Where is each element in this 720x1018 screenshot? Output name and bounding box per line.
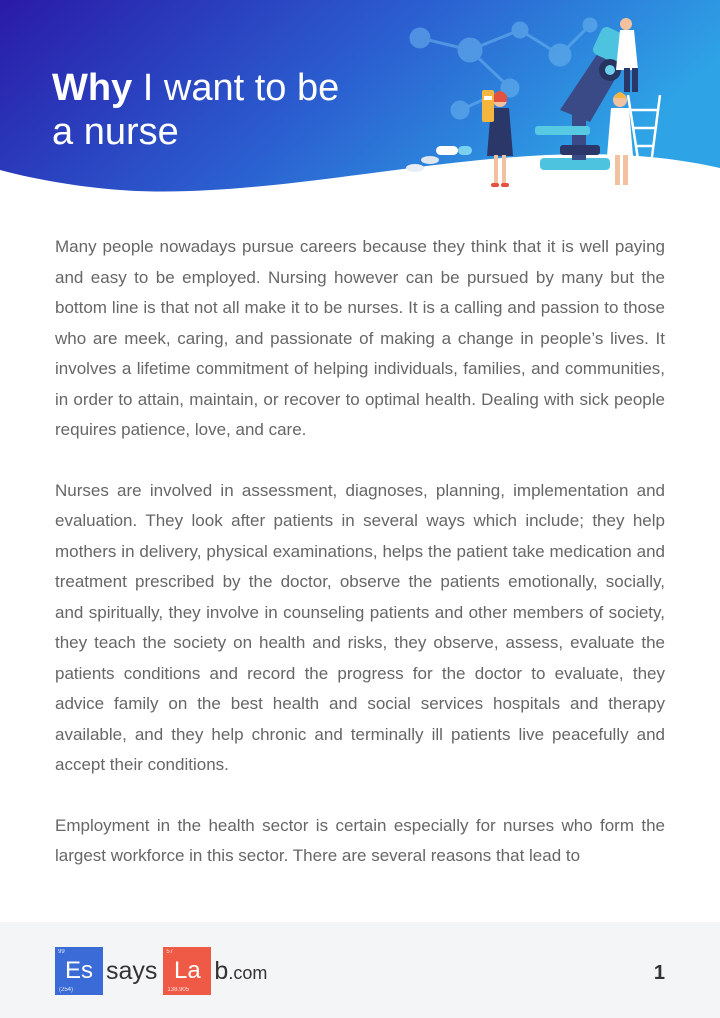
title-rest: I want to be [132, 67, 340, 109]
scientist-top-icon [616, 18, 638, 92]
paragraph-3: Employment in the health sector is certain especially for nurses who form the largest workforce in this sector. There are several reasons that lead to [55, 815, 665, 865]
logo-la-tile [163, 947, 211, 995]
logo-la-mass: 138.905 [167, 987, 190, 993]
logo-says-text: says [106, 956, 158, 985]
logo-la-number: 57 [166, 949, 174, 955]
essay-body [55, 232, 665, 902]
paragraph-2: Nurses are involved in assessment, diagnoses, planning, implementation and evaluation. They look after patients in several ways which include; they help mothers in delivery, physical examinations, helps the patient take medication and treatment prescribed by the doctor, observe the patients emotionally, socially, and spiritually, they involve in counseling patients and other members of society, they teach the society on health and risks, they observe, assess, evaluate the patients conditions and record the progress for the doctor to evaluate, they advice family on the best health and social services hospitals and therapy available, and they help chronic and terminally ill patients live peacefully and accept their conditions. [55, 480, 665, 774]
logo-la-symbol: La [174, 957, 201, 984]
logo-es-mass: (254) [59, 987, 74, 993]
medical-illustration [0, 0, 720, 200]
title-line-2: a nurse [52, 111, 179, 153]
ladder-icon [628, 95, 660, 172]
logo-es-symbol: Es [64, 957, 93, 984]
logo-es-number: 99 [58, 949, 65, 955]
header-banner [0, 0, 720, 200]
title-bold-word: Why [52, 67, 133, 109]
logo-b-text [214, 957, 267, 986]
logo-dotcom: .com [228, 962, 268, 983]
logo-es-tile [55, 947, 103, 995]
logo-b-letter: b [214, 956, 229, 985]
essayslab-logo[interactable] [55, 946, 267, 996]
page-number: 1 [653, 962, 665, 984]
paragraph-1: Many people nowadays pursue careers because they think that it is well paying and easy to be employed. Nursing however can be pursued by many but the bottom line is that not all make it to be nurses. It is a calling and passion to those who are meek, caring, and passionate of making a change in people’s lives. It involves a lifetime commitment of helping individuals, families, and communities, in order to attain, maintain, or recover to optimal health. Dealing with sick people requires patience, love, and care. [55, 237, 665, 439]
footer [0, 922, 720, 1018]
